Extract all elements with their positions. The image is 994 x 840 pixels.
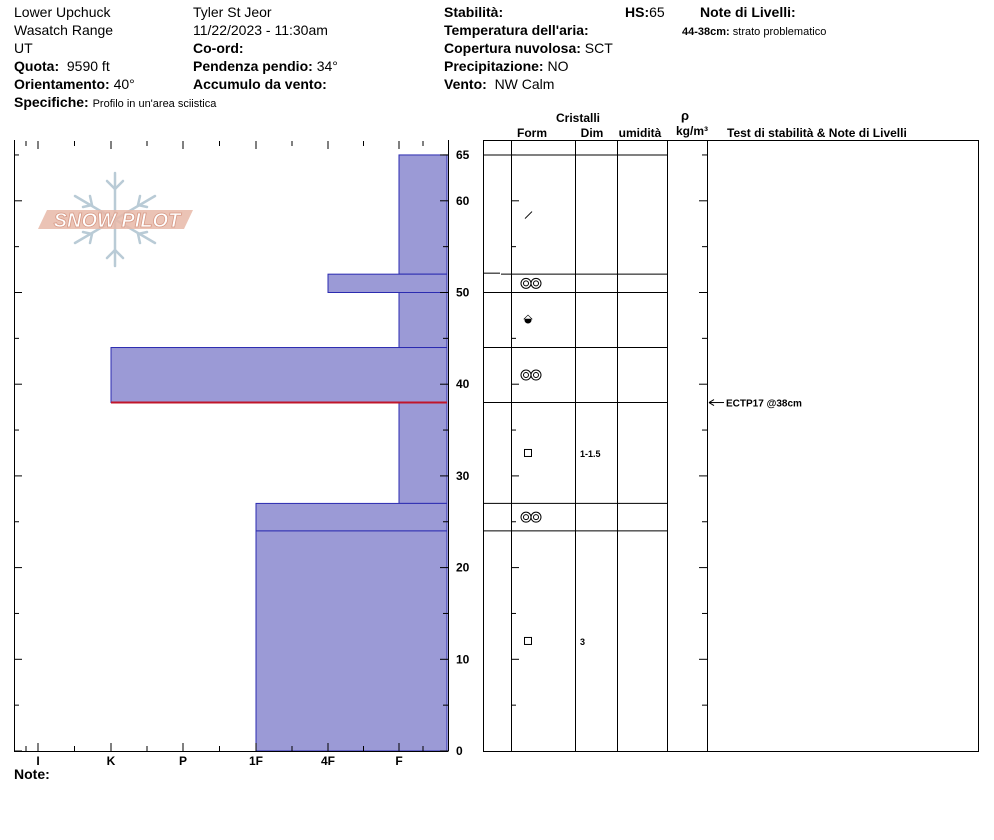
snowpilot-logo bbox=[38, 173, 193, 266]
depth-label-65: 65 bbox=[456, 147, 470, 162]
depth-label-60: 60 bbox=[456, 193, 470, 208]
precip-value: NO bbox=[547, 58, 569, 74]
hardness-label-K: K bbox=[106, 754, 116, 768]
crystal-form-1 bbox=[521, 278, 541, 288]
note-livelli-label: Note di Livelli: bbox=[700, 4, 796, 20]
hardness-label-P: P bbox=[178, 754, 188, 768]
crystal-form-2 bbox=[524, 315, 532, 324]
location-name: Lower Upchuck bbox=[14, 4, 111, 20]
layer-table bbox=[484, 140, 979, 752]
coord-label: Co-ord: bbox=[193, 40, 244, 56]
crystal-form-6 bbox=[525, 637, 532, 644]
hs-value: 65 bbox=[649, 4, 665, 20]
state-name: UT bbox=[14, 40, 33, 56]
copertura-value: SCT bbox=[584, 40, 613, 56]
crystal-form-0 bbox=[525, 212, 532, 219]
depth-label-20: 20 bbox=[456, 560, 470, 575]
melt-freeze-symbol-icon bbox=[521, 370, 541, 380]
depth-label-10: 10 bbox=[456, 652, 470, 667]
note-label: Note: bbox=[14, 766, 50, 782]
crystal-size-6: 3 bbox=[580, 636, 586, 647]
depth-label-40: 40 bbox=[456, 377, 470, 392]
melt-freeze-symbol-icon bbox=[521, 512, 541, 522]
precip-label: Precipitazione: bbox=[444, 58, 544, 74]
observer-name: Tyler St Jeor bbox=[193, 4, 272, 20]
layer-bar-1 bbox=[328, 274, 447, 292]
accumulo-label: Accumulo da vento: bbox=[193, 76, 327, 92]
vento-label: Vento: bbox=[444, 76, 487, 92]
crystal-form-5 bbox=[521, 512, 541, 522]
hardness-label-1F: 1F bbox=[248, 754, 264, 768]
quota-value: 9590 ft bbox=[66, 58, 110, 74]
layer-bar-6 bbox=[256, 531, 447, 751]
hs-label: HS: bbox=[625, 4, 650, 20]
crystal-form-4 bbox=[525, 449, 532, 456]
melt-freeze-symbol-icon bbox=[521, 278, 541, 288]
stability-test-0 bbox=[709, 399, 802, 410]
col-header-cristalli: Cristalli bbox=[555, 111, 601, 125]
depth-label-50: 50 bbox=[456, 285, 470, 300]
note-livelli-range: 44-38cm: bbox=[682, 26, 730, 38]
col-header-tests: Test di stabilità & Note di Livelli bbox=[727, 126, 907, 140]
depth-label-0: 0 bbox=[456, 744, 463, 758]
orient-label: Orientamento: bbox=[14, 76, 110, 92]
col-header-umidita: umidità bbox=[618, 126, 662, 140]
layer-bar-2 bbox=[399, 293, 447, 348]
table-frame bbox=[484, 141, 979, 752]
pendenza-value: 34° bbox=[316, 58, 338, 74]
temp-label: Temperatura dell'aria: bbox=[444, 22, 589, 38]
logo-text: SNOW PILOT bbox=[53, 210, 181, 232]
decomposing-symbol-icon bbox=[525, 212, 532, 219]
graupel-symbol-icon bbox=[524, 315, 532, 324]
depth-label-30: 30 bbox=[456, 468, 470, 483]
layer-bar-3 bbox=[111, 348, 447, 403]
range-name: Wasatch Range bbox=[14, 22, 114, 38]
datetime: 11/22/2023 - 11:30am bbox=[193, 22, 328, 38]
col-header-density-unit: kg/m³ bbox=[675, 124, 709, 138]
specifiche-label: Specifiche: bbox=[14, 94, 89, 110]
quota-label: Quota: bbox=[14, 58, 60, 74]
copertura-label: Copertura nuvolosa: bbox=[444, 40, 581, 56]
vento-value: NW Calm bbox=[494, 76, 555, 92]
hardness-label-I: I bbox=[36, 754, 40, 768]
col-header-form: Form bbox=[517, 126, 547, 140]
faceted-symbol-icon bbox=[525, 449, 532, 456]
hardness-label-F: F bbox=[395, 754, 403, 768]
layer-bar-0 bbox=[399, 155, 447, 274]
layer-bar-5 bbox=[256, 503, 447, 531]
pendenza-label: Pendenza pendio: bbox=[193, 58, 313, 74]
col-header-rho: ρ bbox=[680, 108, 690, 123]
hardness-label-4F: 4F bbox=[320, 754, 336, 768]
faceted-symbol-icon bbox=[525, 637, 532, 644]
crystal-size-4: 1-1.5 bbox=[580, 448, 601, 459]
crystal-form-3 bbox=[521, 370, 541, 380]
specifiche-value: Profilo in un'area sciistica bbox=[92, 98, 217, 110]
note-livelli-text: strato problematico bbox=[732, 26, 827, 38]
test-label: ECTP17 @38cm bbox=[726, 398, 802, 410]
orient-value: 40° bbox=[113, 76, 135, 92]
stabilita-label: Stabilità: bbox=[444, 4, 504, 20]
col-header-dim: Dim bbox=[580, 126, 604, 140]
layer-bar-4 bbox=[399, 403, 447, 504]
